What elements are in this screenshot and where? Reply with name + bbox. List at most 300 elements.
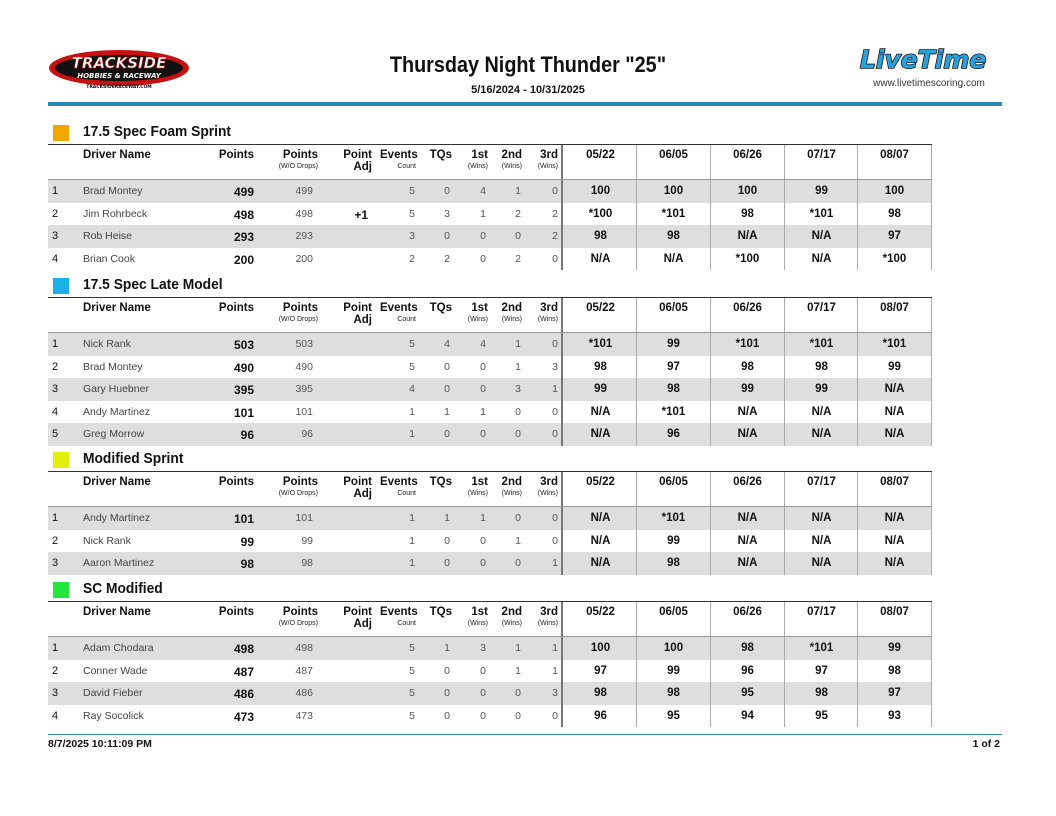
events-count: 5 — [409, 207, 415, 220]
column-divider — [784, 602, 785, 636]
column-divider — [636, 203, 637, 226]
column-divider — [857, 401, 858, 424]
points-wo-drops: 503 — [295, 338, 313, 350]
table-row — [48, 180, 932, 203]
column-divider — [784, 298, 785, 332]
column-divider — [931, 507, 932, 530]
column-separator — [561, 682, 563, 705]
column-divider — [710, 203, 711, 226]
table-row — [48, 203, 932, 226]
column-divider — [636, 180, 637, 203]
point-adjustment: +1 — [354, 207, 368, 222]
column-divider — [636, 248, 637, 271]
column-divider — [931, 423, 932, 446]
col-first-sublabel: (Wins) — [467, 163, 488, 170]
col-tqs-label: TQs — [429, 606, 452, 618]
third-wins: 1 — [552, 383, 558, 395]
column-divider — [931, 180, 932, 203]
table-row — [48, 378, 932, 401]
col-first — [462, 149, 488, 170]
race-points: N/A — [663, 252, 684, 265]
race-points: 99 — [667, 534, 680, 547]
driver-name: Aaron Martinez — [83, 557, 155, 569]
race-points: 98 — [594, 360, 607, 373]
column-divider — [784, 401, 785, 424]
third-wins: 0 — [552, 534, 558, 547]
race-points: N/A — [590, 512, 611, 524]
first-wins: 4 — [480, 338, 486, 350]
race-points: 100 — [663, 185, 684, 197]
race-points: N/A — [590, 428, 611, 440]
column-divider — [636, 298, 637, 332]
race-points: 94 — [741, 709, 754, 722]
column-divider — [857, 356, 858, 379]
race-points: N/A — [811, 428, 832, 440]
third-wins: 0 — [552, 428, 558, 440]
column-separator — [561, 378, 563, 401]
points-wo-drops: 101 — [295, 405, 313, 418]
col-second-sublabel: (Wins) — [501, 163, 522, 170]
second-wins: 3 — [515, 383, 521, 395]
third-wins: 2 — [552, 207, 558, 220]
race-points: N/A — [884, 534, 905, 547]
race-points: N/A — [811, 557, 832, 569]
race-points: 97 — [888, 230, 901, 242]
column-divider — [636, 225, 637, 248]
column-divider — [857, 248, 858, 271]
column-divider — [710, 333, 711, 356]
race-points: 96 — [741, 664, 754, 677]
col-points-label: Points — [218, 606, 254, 618]
standings-section — [48, 579, 932, 727]
points: 200 — [233, 252, 254, 267]
class-name: SC Modified — [83, 580, 163, 597]
column-divider — [784, 530, 785, 553]
column-separator — [561, 180, 563, 203]
column-separator — [561, 298, 563, 332]
points-wo-drops: 499 — [295, 185, 313, 197]
race-points: 98 — [667, 230, 680, 242]
events-count: 3 — [409, 230, 415, 242]
col-points-wo-drops-sublabel: (W/O Drops) — [278, 490, 318, 497]
events-count: 5 — [409, 687, 415, 699]
column-divider — [931, 705, 932, 728]
race-points: 97 — [667, 360, 680, 373]
col-events-label: Events — [380, 149, 418, 161]
points-wo-drops: 490 — [295, 360, 313, 373]
events-count: 2 — [409, 252, 415, 265]
second-wins: 1 — [515, 534, 521, 547]
standings-section — [48, 449, 932, 575]
points: 98 — [240, 557, 254, 571]
tq-count: 1 — [444, 405, 450, 418]
col-driver-name-label: Driver Name — [83, 302, 151, 314]
column-divider — [931, 248, 932, 271]
race-points: 97 — [815, 664, 828, 677]
second-wins: 0 — [515, 512, 521, 524]
section-header — [48, 122, 932, 144]
column-divider — [636, 145, 637, 179]
driver-name: Conner Wade — [83, 664, 148, 677]
third-wins: 0 — [552, 709, 558, 722]
second-wins: 0 — [515, 230, 521, 242]
col-points — [216, 476, 254, 488]
col-race-date: 06/26 — [733, 606, 762, 618]
position: 2 — [52, 360, 59, 373]
col-race-date: 06/26 — [733, 476, 762, 488]
col-race-date: 07/17 — [807, 606, 836, 618]
column-separator — [561, 145, 563, 179]
race-points: 98 — [815, 360, 828, 373]
column-divider — [710, 705, 711, 728]
first-wins: 1 — [480, 512, 486, 524]
events-count: 5 — [409, 664, 415, 677]
driver-name: David Fieber — [83, 687, 143, 699]
race-points: 98 — [594, 687, 607, 699]
col-driver-name-label: Driver Name — [83, 476, 151, 488]
col-points-wo-drops — [268, 476, 318, 497]
col-points-wo-drops-label: Points — [282, 302, 318, 314]
col-third-sublabel: (Wins) — [537, 620, 558, 627]
column-divider — [784, 705, 785, 728]
col-tqs-label: TQs — [429, 302, 452, 314]
points: 503 — [233, 338, 254, 352]
race-points: N/A — [811, 252, 832, 265]
column-divider — [931, 378, 932, 401]
points: 293 — [233, 230, 254, 244]
tq-count: 1 — [444, 642, 450, 654]
race-points: 98 — [741, 360, 754, 373]
column-separator — [561, 356, 563, 379]
col-tqs — [428, 476, 452, 488]
column-divider — [636, 356, 637, 379]
class-color-swatch — [53, 125, 69, 141]
position: 2 — [52, 534, 59, 547]
race-points: N/A — [811, 534, 832, 547]
race-points: N/A — [884, 512, 905, 524]
position: 1 — [52, 185, 59, 197]
column-divider — [857, 530, 858, 553]
col-driver-name — [83, 302, 151, 314]
col-events — [380, 149, 416, 170]
column-divider — [857, 333, 858, 356]
second-wins: 2 — [515, 252, 521, 265]
col-second — [496, 302, 522, 323]
race-points: 95 — [815, 709, 828, 722]
column-divider — [784, 682, 785, 705]
driver-name: Brian Cook — [83, 252, 135, 265]
race-points: 100 — [590, 642, 611, 654]
col-first — [462, 606, 488, 627]
events-count: 5 — [409, 642, 415, 654]
tq-count: 0 — [444, 664, 450, 677]
col-points-label: Points — [218, 476, 254, 488]
col-race-date: 06/26 — [733, 302, 762, 314]
table-row — [48, 333, 932, 356]
points: 490 — [233, 360, 254, 375]
print-timestamp: 8/7/2025 10:11:09 PM — [48, 738, 152, 750]
col-tqs — [428, 302, 452, 314]
class-name: Modified Sprint — [83, 450, 184, 467]
column-divider — [636, 530, 637, 553]
column-separator — [561, 472, 563, 506]
section-header — [48, 579, 932, 601]
race-points: *101 — [661, 512, 686, 524]
second-wins: 0 — [515, 405, 521, 418]
col-third — [532, 149, 558, 170]
col-third-sublabel: (Wins) — [537, 316, 558, 323]
col-points-label: Points — [218, 302, 254, 314]
driver-name: Jim Rohrbeck — [83, 207, 148, 220]
table-header — [48, 145, 932, 180]
col-third-sublabel: (Wins) — [537, 163, 558, 170]
race-points: N/A — [590, 252, 611, 265]
column-divider — [857, 507, 858, 530]
column-separator — [561, 660, 563, 683]
first-wins: 4 — [480, 185, 486, 197]
race-points: 96 — [594, 709, 607, 722]
second-wins: 0 — [515, 428, 521, 440]
col-events — [380, 606, 416, 627]
col-driver-name — [83, 476, 151, 488]
third-wins: 2 — [552, 230, 558, 242]
standings-section — [48, 122, 932, 270]
column-divider — [636, 602, 637, 636]
col-driver-name — [83, 606, 151, 618]
column-divider — [784, 356, 785, 379]
table-row — [48, 507, 932, 530]
col-third-sublabel: (Wins) — [537, 490, 558, 497]
col-points-label: Points — [218, 149, 254, 161]
points: 486 — [233, 687, 254, 701]
race-points: 98 — [815, 687, 828, 699]
column-divider — [931, 225, 932, 248]
second-wins: 1 — [515, 360, 521, 373]
position: 4 — [52, 252, 59, 265]
col-first-label: 1st — [471, 606, 488, 618]
column-divider — [784, 203, 785, 226]
col-points-wo-drops — [268, 149, 318, 170]
tq-count: 0 — [444, 383, 450, 395]
position: 3 — [52, 557, 59, 569]
race-points: 99 — [594, 383, 607, 395]
tq-count: 0 — [444, 534, 450, 547]
position: 3 — [52, 687, 59, 699]
table-row — [48, 682, 932, 705]
col-second-sublabel: (Wins) — [501, 316, 522, 323]
race-points: 95 — [667, 709, 680, 722]
col-third-label: 3rd — [540, 606, 558, 618]
col-points-wo-drops-label: Points — [282, 476, 318, 488]
col-race-date: 06/05 — [659, 302, 688, 314]
events-count: 5 — [409, 709, 415, 722]
column-separator — [561, 423, 563, 446]
column-divider — [857, 602, 858, 636]
second-wins: 2 — [515, 207, 521, 220]
page-number: 1 of 2 — [972, 738, 1000, 750]
first-wins: 0 — [480, 557, 486, 569]
race-points: *100 — [588, 207, 613, 220]
tq-count: 1 — [444, 512, 450, 524]
col-points-wo-drops-sublabel: (W/O Drops) — [278, 316, 318, 323]
col-tqs-label: TQs — [429, 476, 452, 488]
col-race-date: 07/17 — [807, 302, 836, 314]
column-divider — [857, 225, 858, 248]
race-points: N/A — [811, 230, 832, 242]
col-second-label: 2nd — [501, 302, 522, 314]
position: 1 — [52, 642, 59, 654]
table-row — [48, 248, 932, 271]
first-wins: 0 — [480, 252, 486, 265]
column-divider — [636, 472, 637, 506]
col-events-label: Events — [380, 606, 418, 618]
date-range: 5/16/2024 - 10/31/2025 — [471, 84, 585, 96]
first-wins: 0 — [480, 687, 486, 699]
report-title: Thursday Night Thunder "25" — [389, 52, 667, 77]
column-divider — [857, 552, 858, 575]
second-wins: 1 — [515, 642, 521, 654]
col-point-adj-label: Point Adj — [343, 476, 372, 500]
column-divider — [857, 203, 858, 226]
second-wins: 1 — [515, 338, 521, 350]
col-point-adj-label: Point Adj — [343, 606, 372, 630]
race-points: 99 — [667, 338, 680, 350]
column-divider — [710, 401, 711, 424]
driver-name: Gary Huebner — [83, 383, 149, 395]
column-separator — [561, 248, 563, 271]
column-divider — [636, 660, 637, 683]
col-second-label: 2nd — [501, 606, 522, 618]
column-divider — [857, 705, 858, 728]
race-points: N/A — [884, 405, 905, 418]
first-wins: 0 — [480, 360, 486, 373]
table-row — [48, 423, 932, 446]
column-divider — [636, 507, 637, 530]
standings-table — [48, 601, 932, 727]
col-race-date: 05/22 — [586, 302, 615, 314]
race-points: 99 — [667, 664, 680, 677]
col-second-label: 2nd — [501, 149, 522, 161]
col-events — [380, 476, 416, 497]
second-wins: 0 — [515, 687, 521, 699]
col-second-sublabel: (Wins) — [501, 620, 522, 627]
column-divider — [931, 203, 932, 226]
tq-count: 0 — [444, 360, 450, 373]
race-points: 98 — [667, 383, 680, 395]
col-third-label: 3rd — [540, 149, 558, 161]
points: 499 — [233, 185, 254, 199]
race-points: 100 — [590, 185, 611, 197]
position: 2 — [52, 207, 59, 220]
driver-name: Nick Rank — [83, 338, 131, 350]
col-first — [462, 476, 488, 497]
race-points: N/A — [884, 428, 905, 440]
col-first-sublabel: (Wins) — [467, 620, 488, 627]
col-second-label: 2nd — [501, 476, 522, 488]
col-first-label: 1st — [471, 149, 488, 161]
race-points: *101 — [882, 338, 907, 350]
column-divider — [931, 472, 932, 506]
column-divider — [931, 682, 932, 705]
col-points-wo-drops-sublabel: (W/O Drops) — [278, 620, 318, 627]
table-row — [48, 660, 932, 683]
table-row — [48, 552, 932, 575]
position: 1 — [52, 512, 59, 524]
column-divider — [784, 180, 785, 203]
points: 498 — [233, 642, 254, 656]
race-points: 97 — [888, 687, 901, 699]
third-wins: 0 — [552, 405, 558, 418]
tq-count: 0 — [444, 230, 450, 242]
col-driver-name-label: Driver Name — [83, 606, 151, 618]
column-divider — [710, 637, 711, 660]
standings-table — [48, 144, 932, 270]
column-divider — [710, 530, 711, 553]
column-divider — [710, 682, 711, 705]
class-color-swatch — [53, 278, 69, 294]
position: 4 — [52, 709, 59, 722]
col-points-wo-drops-label: Points — [282, 149, 318, 161]
tq-count: 0 — [444, 185, 450, 197]
race-points: 97 — [594, 664, 607, 677]
race-points: N/A — [884, 557, 905, 569]
col-events-sublabel: Count — [397, 163, 416, 170]
column-divider — [710, 472, 711, 506]
race-points: N/A — [737, 557, 758, 569]
col-point-adj — [324, 606, 372, 630]
class-color-swatch — [53, 452, 69, 468]
tq-count: 0 — [444, 428, 450, 440]
tq-count: 0 — [444, 687, 450, 699]
col-first-sublabel: (Wins) — [467, 490, 488, 497]
standings-table — [48, 471, 932, 575]
race-points: N/A — [590, 534, 611, 547]
race-points: *101 — [809, 642, 834, 654]
column-separator — [561, 401, 563, 424]
first-wins: 0 — [480, 709, 486, 722]
points: 487 — [233, 664, 254, 679]
third-wins: 1 — [552, 664, 558, 677]
points: 99 — [240, 534, 254, 549]
table-row — [48, 705, 932, 728]
second-wins: 1 — [515, 185, 521, 197]
column-divider — [636, 378, 637, 401]
tq-count: 4 — [444, 338, 450, 350]
points: 96 — [240, 428, 254, 442]
col-events — [380, 302, 416, 323]
first-wins: 0 — [480, 664, 486, 677]
driver-name: Adam Chodara — [83, 642, 154, 654]
col-third — [532, 476, 558, 497]
race-points: N/A — [737, 534, 758, 547]
table-header — [48, 298, 932, 333]
race-points: *100 — [882, 252, 907, 265]
col-events-label: Events — [380, 476, 418, 488]
col-points-wo-drops — [268, 302, 318, 323]
col-point-adj — [324, 302, 372, 326]
col-points — [216, 302, 254, 314]
column-divider — [636, 705, 637, 728]
points: 473 — [233, 709, 254, 724]
table-row — [48, 356, 932, 379]
events-count: 1 — [409, 428, 415, 440]
column-divider — [636, 637, 637, 660]
column-divider — [784, 423, 785, 446]
race-points: 98 — [741, 642, 754, 654]
driver-name: Ray Socolick — [83, 709, 144, 722]
race-points: 99 — [815, 383, 828, 395]
col-second — [496, 606, 522, 627]
